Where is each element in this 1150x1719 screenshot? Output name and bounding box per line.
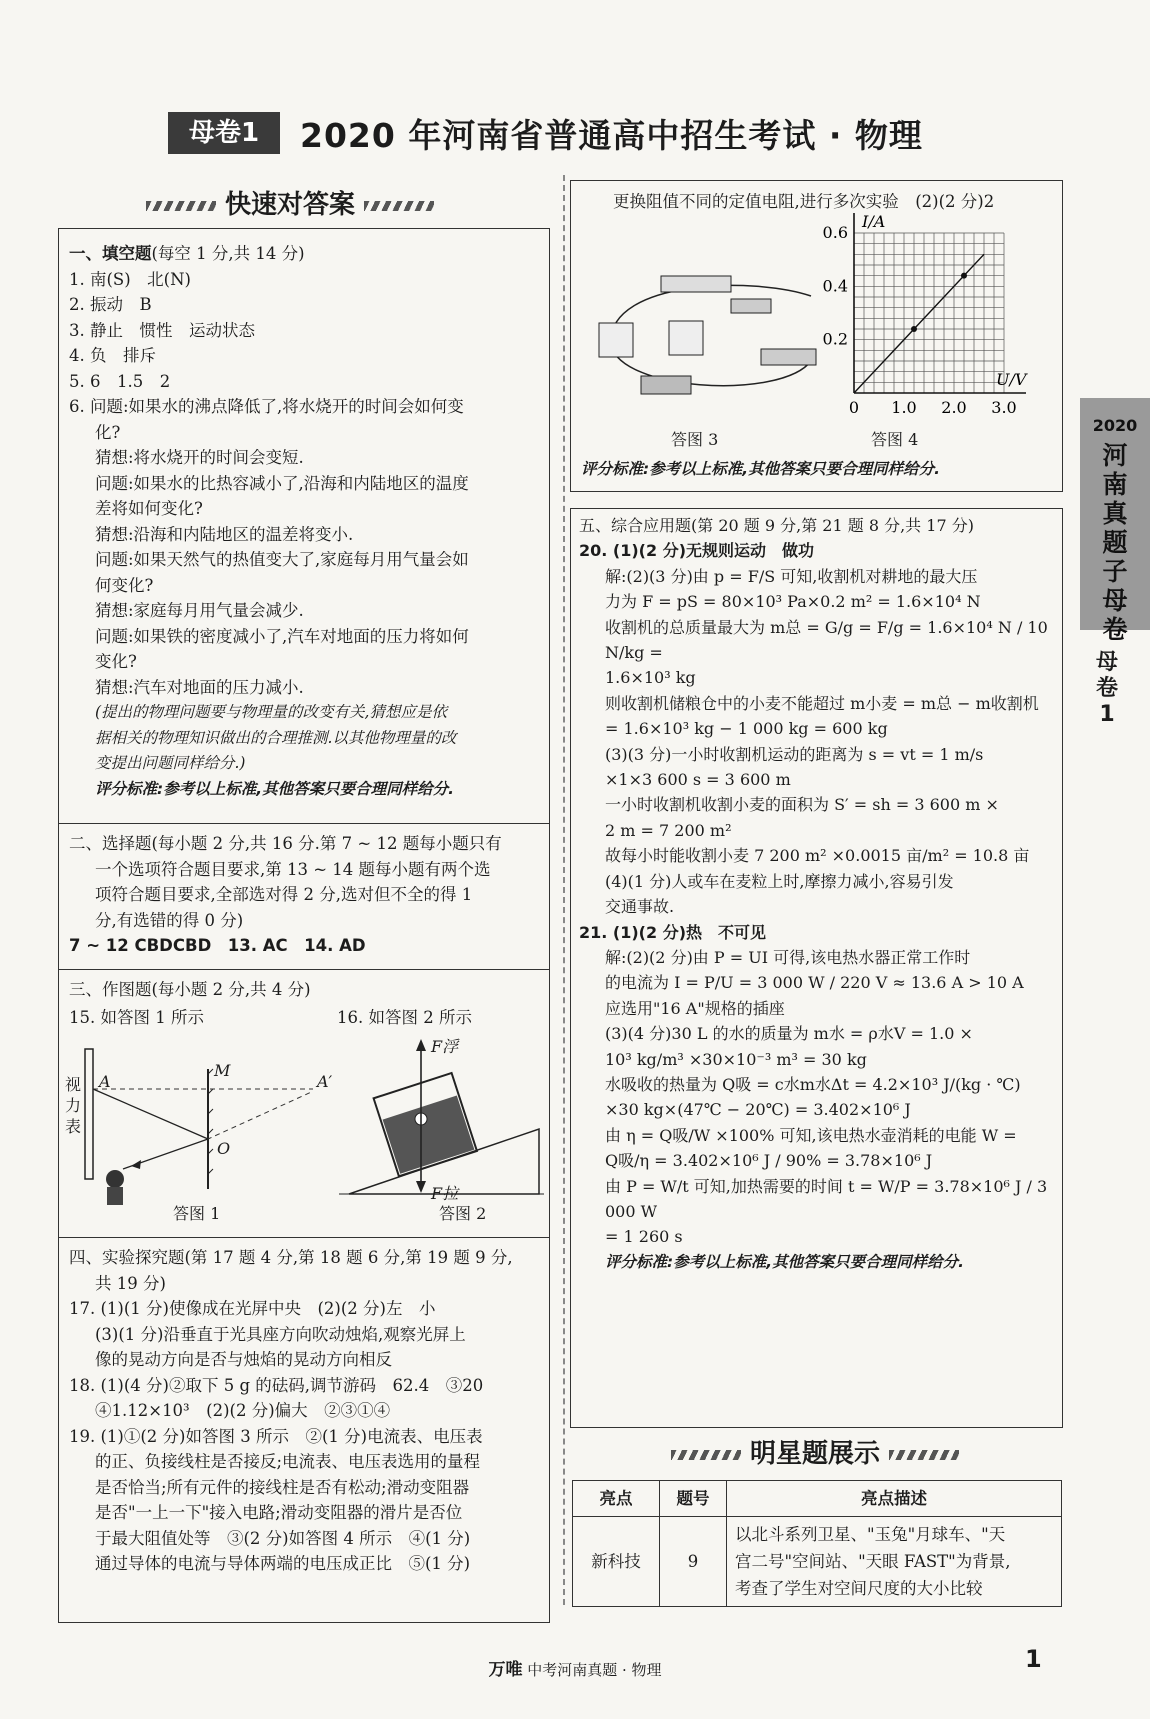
exp-line: 是否恰当;所有元件的接线柱是否有松动;滑动变阻器 xyxy=(95,1477,470,1497)
exp-line: 于最大阻值处等 ③(2 分)如答图 4 所示 ④(1 分) xyxy=(95,1528,471,1548)
exp-line: 共 19 分) xyxy=(95,1273,166,1293)
app-line: 1.6×10³ kg xyxy=(605,668,696,688)
criteria-line: 评分标准:参考以上标准,其他答案只要合理同样给分. xyxy=(581,460,940,478)
app-line: 故每小时能收割小麦 7 200 m² ×0.0015 亩/m² = 10.8 亩 xyxy=(605,846,1030,866)
app-line: 力为 F = pS = 80×10³ Pa×0.2 m² = 1.6×10⁴ N xyxy=(605,592,981,612)
battery xyxy=(661,276,731,292)
app-line: 则收割机储粮仓中的小麦不能超过 m小麦 = m总 − m收割机 xyxy=(605,693,1039,713)
star-table xyxy=(572,1480,1062,1607)
fill-heading-note: (每空 1 分,共 14 分) xyxy=(151,244,305,263)
exp-line: 是否"一上一下"接入电路;滑动变阻器的滑片是否位 xyxy=(95,1503,463,1522)
header-cell: 题号 xyxy=(660,1481,727,1517)
resistor xyxy=(641,376,691,394)
star-table-header xyxy=(573,1481,1062,1517)
column-divider xyxy=(563,175,565,1605)
exp-continued: 更换阻值不同的定值电阻,进行多次实验 (2)(2 分)2 xyxy=(613,192,995,211)
answer-line: 猜想:汽车对地面的压力减小. xyxy=(95,677,304,697)
ammeter xyxy=(669,321,703,355)
choice-line: 二、选择题(每小题 2 分,共 16 分.第 7 ~ 12 题每小题只有 xyxy=(69,834,502,853)
app-line: 10³ kg/m³ ×30×10⁻³ m³ = 30 kg xyxy=(605,1049,867,1069)
app-line: = 1.6×10³ kg − 1 000 kg = 600 kg xyxy=(605,719,888,739)
choice-answers: 7 ~ 12 CBDCBD 13. AC 14. AD xyxy=(69,936,366,955)
q15-label: 15. 如答图 1 所示 xyxy=(69,1008,204,1027)
buoyancy-label: F浮 xyxy=(431,1037,459,1056)
answer-line: 6. 问题:如果水的沸点降低了,将水烧开的时间会如何变 xyxy=(69,397,464,416)
figure-4-chart xyxy=(809,193,1039,425)
data-point xyxy=(961,273,967,279)
app-line: 解:(2)(2 分)由 P = UI 可得,该电热水器正常工作时 xyxy=(605,947,971,967)
experiment-section xyxy=(69,1245,543,1577)
person-head xyxy=(106,1170,124,1188)
answer-line: 1. 南(S) 北(N) xyxy=(69,269,191,289)
app-line: 应选用"16 A"规格的插座 xyxy=(605,998,785,1018)
answer-line: 变化? xyxy=(95,652,137,671)
paper-tag: 母卷1 xyxy=(168,112,280,154)
section-title-star xyxy=(640,1433,990,1470)
app-line: 由 η = Q吸/W ×100% 可知,该电热水壶消耗的电能 W = xyxy=(605,1125,1017,1145)
exp-line: 像的晃动方向是否与烛焰的晃动方向相反 xyxy=(95,1350,392,1369)
app-line: = 1 260 s xyxy=(605,1227,683,1247)
voltmeter xyxy=(599,323,633,357)
criteria-line: 评分标准:参考以上标准,其他答案只要合理同样给分. xyxy=(605,1252,964,1271)
app-line: 解:(2)(3 分)由 p = F/S 可知,收割机对耕地的最大压 xyxy=(605,566,978,586)
fill-heading: 一、填空题 xyxy=(69,244,152,263)
note-line: 变提出问题同样给分.) xyxy=(95,754,246,772)
desc-cell xyxy=(727,1517,1062,1607)
app-line: 五、综合应用题(第 20 题 9 分,第 21 题 8 分,共 17 分) xyxy=(579,516,974,535)
criteria-line: 评分标准:参考以上标准,其他答案只要合理同样给分. xyxy=(95,779,454,798)
app-line: 的电流为 I = P/U = 3 000 W / 220 V ≈ 13.6 A > 10 A xyxy=(605,973,1024,993)
app-line: 20. (1)(2 分)无规则运动 做功 xyxy=(579,541,815,561)
wire xyxy=(611,285,811,341)
brand-logo: 万唯 xyxy=(488,1660,523,1680)
page-number: 1 xyxy=(1025,1645,1042,1673)
answer-box-right xyxy=(570,508,1063,1428)
section-title-text: 快速对答案 xyxy=(224,190,355,220)
answer-line: 5. 6 1.5 2 xyxy=(69,371,171,391)
fill-section xyxy=(69,241,543,802)
answer-line: 问题:如果天然气的热值变大了,家庭每月用气量会如 xyxy=(95,550,469,569)
figure-1 xyxy=(63,1029,313,1209)
choice-line: 项符合题目要求,全部选对得 2 分,选对但不全的得 1 xyxy=(95,885,473,904)
divider xyxy=(59,969,549,970)
hatch-decoration xyxy=(889,1450,959,1460)
app-line: 一小时收割机收割小麦的面积为 S′ = sh = 3 600 m × xyxy=(605,795,999,815)
data-point xyxy=(911,326,917,332)
answer-line: 问题:如果水的比热容减小了,沿海和内陆地区的温度 xyxy=(95,473,469,493)
answer-line: 问题:如果铁的密度减小了,汽车对地面的压力将如何 xyxy=(95,626,469,646)
y-tick-label: 0.6 xyxy=(822,223,848,242)
side-tab xyxy=(1080,398,1150,644)
exp-line: 的正、负接线柱是否接反;电流表、电压表选用的量程 xyxy=(95,1452,481,1471)
exp-line: (3)(1 分)沿垂直于光具座方向吹动烛焰,观察光屏上 xyxy=(95,1324,466,1344)
footer-text: 中考河南真题 · 物理 xyxy=(527,1661,662,1679)
q16-label: 16. 如答图 2 所示 xyxy=(337,1008,472,1027)
app-line: (3)(4 分)30 L 的水的质量为 m水 = ρ水V = 1.0 × xyxy=(605,1024,973,1044)
y-tick-label: 0.2 xyxy=(822,329,848,349)
desc-line: 宫二号"空间站、"天眼 FAST"为背景, xyxy=(735,1552,1011,1571)
choice-line: 一个选项符合题目要求,第 13 ~ 14 题每小题有两个选 xyxy=(95,859,491,879)
x-axis-label: U/V xyxy=(996,370,1027,389)
figure-4-caption: 答图 4 xyxy=(871,430,919,449)
mirror-label: M xyxy=(214,1061,231,1080)
footer xyxy=(0,1655,1150,1680)
choice-line: 分,有选错的得 0 分) xyxy=(95,910,244,930)
answer-line: 猜想:将水烧开的时间会变短. xyxy=(95,448,304,467)
hatch-decoration xyxy=(364,201,434,211)
star-title-text: 明星题展示 xyxy=(749,1439,880,1469)
draw-section xyxy=(69,977,543,1003)
point-o-label: O xyxy=(217,1139,231,1158)
side-year: 2020 xyxy=(1092,416,1138,435)
figure-3-circuit xyxy=(581,241,831,421)
arrow-head xyxy=(416,1181,426,1193)
figure-1-caption: 答图 1 xyxy=(173,1204,221,1223)
incident-ray xyxy=(93,1089,208,1139)
arrow-head xyxy=(416,1039,426,1051)
eye-chart-board xyxy=(85,1049,93,1179)
x-tick-label: 0 xyxy=(848,398,860,417)
figure-2-caption: 答图 2 xyxy=(439,1204,487,1223)
section-title-left xyxy=(140,184,440,221)
note-line: 据相关的物理知识做出的合理推测.以其他物理量的改 xyxy=(95,728,457,747)
app-line: (4)(1 分)人或车在麦粒上时,摩擦力减小,容易引发 xyxy=(605,871,954,891)
note-line: (提出的物理问题要与物理量的改变有关,猜想应是依 xyxy=(95,703,447,721)
header-cell: 亮点 xyxy=(573,1481,660,1517)
figure-3-caption: 答图 3 xyxy=(671,430,719,449)
answer-line: 3. 静止 惯性 运动状态 xyxy=(69,320,255,340)
answer-line: 4. 负 排斥 xyxy=(69,346,156,365)
rheostat xyxy=(761,349,816,365)
container xyxy=(374,1073,477,1176)
num-cell: 9 xyxy=(660,1517,727,1607)
app-line: 水吸收的热量为 Q吸 = c水m水Δt = 4.2×10³ J/(kg · ℃) xyxy=(605,1074,1021,1094)
app-line: 由 P = W/t 可知,加热需要的时间 t = W/P = 3.78×10⁶ J / 3 000 W xyxy=(605,1176,1048,1221)
answer-line: 化? xyxy=(95,422,121,442)
answer-box-right-top xyxy=(570,180,1063,492)
point-cell: 新科技 xyxy=(573,1517,660,1607)
answer-box-left xyxy=(58,228,550,1623)
virtual-ray xyxy=(208,1089,313,1139)
draw-heading: 三、作图题(每小题 2 分,共 4 分) xyxy=(69,980,311,999)
exp-line: ④1.12×10³ (2)(2 分)偏大 ②③①④ xyxy=(95,1401,391,1420)
switch xyxy=(731,299,771,313)
y-tick-label: 0.4 xyxy=(822,276,848,296)
desc-line: 考查了学生对空间尺度的大小比较 xyxy=(735,1579,983,1598)
table-row xyxy=(573,1517,1062,1607)
answer-line: 差将如何变化? xyxy=(95,499,203,518)
header-cell: 亮点描述 xyxy=(727,1481,1062,1517)
choice-section xyxy=(69,831,543,959)
exp-line: 通过导体的电流与导体两端的电压成正比 ⑤(1 分) xyxy=(95,1554,471,1573)
arrow-head xyxy=(131,1160,141,1169)
app-line: 收割机的总质量最大为 m总 = G/g = F/g = 1.6×10⁴ N / 10 N/kg = xyxy=(605,617,1048,663)
hatch-decoration xyxy=(146,201,216,211)
app-line: 21. (1)(2 分)热 不可见 xyxy=(579,922,767,942)
exp-line: 18. (1)(4 分)②取下 5 g 的砝码,调节游码 62.4 ③20 xyxy=(69,1375,484,1395)
point-a-image-label: A′ xyxy=(317,1072,333,1091)
tension-label: F拉 xyxy=(431,1184,459,1203)
x-tick-label: 1.0 xyxy=(891,398,917,417)
exp-line: 四、实验探究题(第 17 题 4 分,第 18 题 6 分,第 19 题 9 分, xyxy=(69,1248,513,1267)
side-text: 河南真题子母卷 xyxy=(1102,441,1128,644)
app-line: ×30 kg×(47℃ − 20℃) = 3.402×10⁶ J xyxy=(605,1100,911,1120)
desc-line: 以北斗系列卫星、"玉兔"月球车、"天 xyxy=(735,1525,1006,1544)
point-a-label: A xyxy=(99,1072,111,1091)
answer-line: 猜想:沿海和内陆地区的温差将变小. xyxy=(95,524,354,544)
person-body xyxy=(107,1187,123,1205)
page-title: 2020 年河南省普通高中招生考试 · 物理 xyxy=(300,116,923,155)
answer-line: 何变化? xyxy=(95,575,154,595)
app-line: ×1×3 600 s = 3 600 m xyxy=(605,770,791,790)
exp-line: 19. (1)①(2 分)如答图 3 所示 ②(1 分)电流表、电压表 xyxy=(69,1426,483,1446)
divider xyxy=(59,823,549,824)
hatch-decoration xyxy=(671,1450,741,1460)
answer-line: 2. 振动 B xyxy=(69,295,152,314)
y-axis-label: I/A xyxy=(862,212,886,231)
x-tick-label: 2.0 xyxy=(941,398,967,417)
x-tick-label: 3.0 xyxy=(991,398,1017,417)
app-line: 2 m = 7 200 m² xyxy=(605,820,732,840)
app-line: (3)(3 分)一小时收割机运动的距离为 s = vt = 1 m/s xyxy=(605,744,984,764)
exp-line: 17. (1)(1 分)使像成在光屏中央 (2)(2 分)左 小 xyxy=(69,1299,436,1318)
eye-chart-label: 视力表 xyxy=(65,1075,82,1136)
app-line: Q吸/η = 3.402×10⁶ J / 90% = 3.78×10⁶ J xyxy=(605,1151,933,1171)
application-section xyxy=(579,513,1057,1275)
app-line: 交通事故. xyxy=(605,897,675,917)
side-subtext: 母卷1 xyxy=(1095,650,1118,727)
answer-line: 猜想:家庭每月用气量会减少. xyxy=(95,601,304,620)
divider xyxy=(59,1237,549,1238)
